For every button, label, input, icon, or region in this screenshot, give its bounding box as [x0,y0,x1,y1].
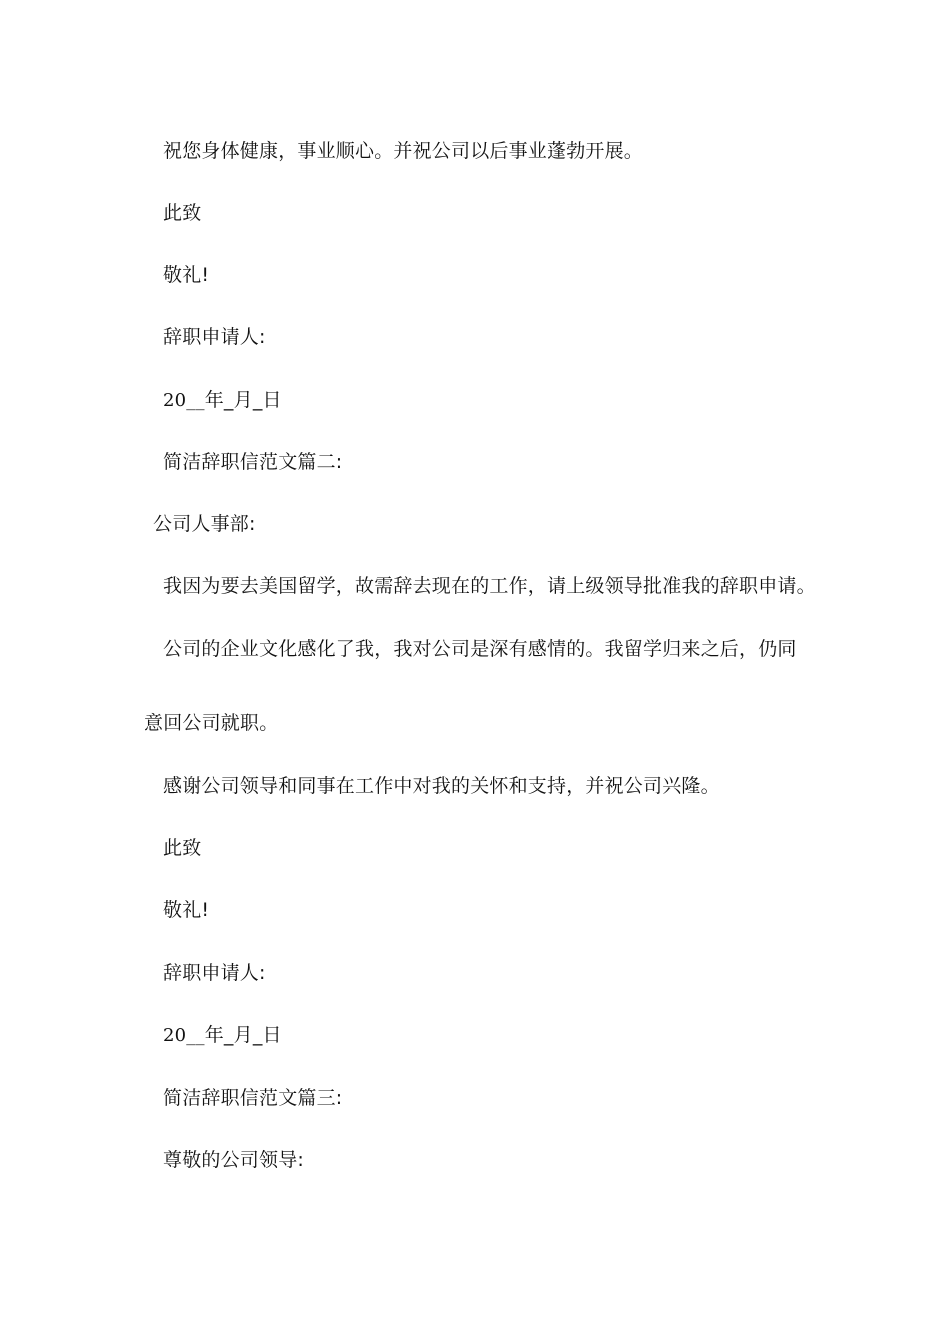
date-rest: 年_月_日 [204,1024,282,1046]
salutation-cizhi: 此致 [163,202,202,224]
body-paragraph: 感谢公司领导和同事在工作中对我的关怀和支持，并祝公司兴隆。 [163,775,720,797]
recipient-line: 公司人事部: [153,513,256,535]
closing-wish: 祝您身体健康，事业顺心。并祝公司以后事业蓬勃开展。 [163,140,644,162]
recipient-line: 尊敬的公司领导: [163,1149,305,1171]
salutation-jingli: 敬礼! [163,899,210,921]
date-line [163,387,282,414]
section-heading-3: 简洁辞职信范文篇三: [163,1087,343,1109]
date-line [163,1022,282,1049]
body-paragraph: 我因为要去美国留学，故需辞去现在的工作，请上级领导批准我的辞职申请。 [163,575,816,597]
date-year-prefix: 20__ [163,1025,205,1046]
signature-label: 辞职申请人: [163,326,266,348]
salutation-cizhi: 此致 [163,837,202,859]
date-year-prefix: 20__ [163,390,205,411]
section-heading-2: 简洁辞职信范文篇二: [163,451,343,473]
body-paragraph: 公司的企业文化感化了我，我对公司是深有感情的。我留学归来之后，仍同 [163,638,797,660]
body-paragraph-continuation: 意回公司就职。 [144,712,279,734]
salutation-jingli: 敬礼! [163,264,210,286]
signature-label: 辞职申请人: [163,962,266,984]
date-rest: 年_月_日 [204,389,282,411]
